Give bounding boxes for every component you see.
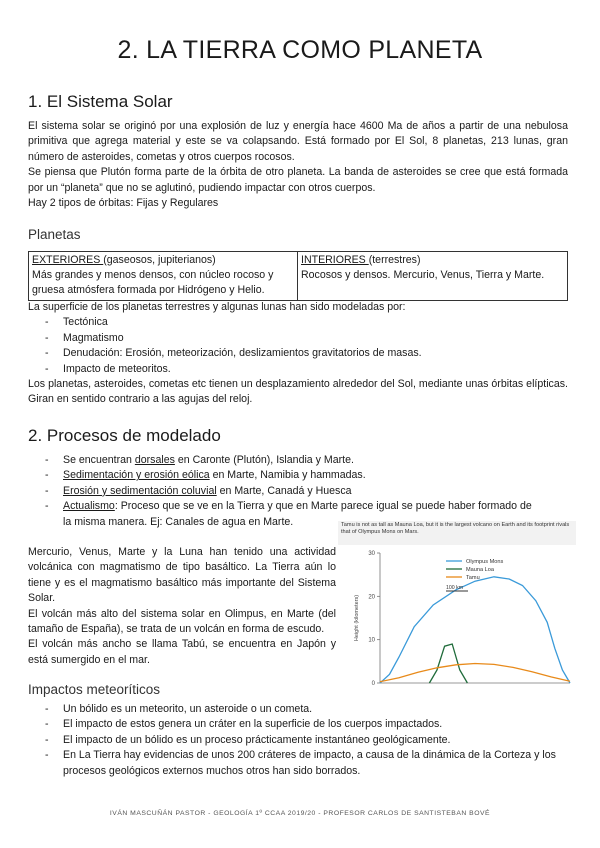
section-heading-sistema-solar: 1. El Sistema Solar: [28, 92, 173, 111]
label-exteriores-note: (gaseosos, jupiterianos): [103, 254, 216, 266]
list-item: [28, 468, 568, 483]
subheading-planetas: Planetas: [28, 227, 81, 242]
label-interiores-note: (terrestres): [368, 254, 421, 266]
term: Sedimentación y erosión eólica: [63, 469, 210, 482]
y-tick-label: 30: [368, 551, 375, 557]
text: : Proceso que se ve en la Tierra y que en Marte parece igual se puede haber formado de la misma manera. Ej: Canales de agua en Marte.: [63, 500, 532, 528]
procesos-list-block: [28, 453, 568, 530]
page-footer: IVÁN MASCUÑÁN PASTOR - GEOLOGÍA 1º CCAA 2019/20 - PROFESOR CARLOS DE SANTISTEBAN BOVÉ: [109, 810, 491, 817]
chart-svg: [338, 521, 576, 691]
paragraph: Los planetas, asteroides, cometas etc tienen un desplazamiento alrededor del Sol, mediante unas órbitas elípticas. Giran en sentido contrario a las agujas del reloj.: [28, 378, 568, 406]
y-tick-label: 0: [371, 681, 375, 687]
series-line-olympus-mons: [380, 577, 570, 683]
y-axis-label: Height (kilometers): [354, 594, 360, 642]
paragraph: Mercurio, Venus, Marte y la Luna han tenido una actividad volcánica con magmatismo de tipo basáltico. La Tierra aún lo tiene y es el magmatismo basáltico más importante del Sistema Solar.: [28, 546, 336, 605]
series-line-mauna-loa: [429, 644, 467, 683]
paragraph: El volcán más alto del sistema solar en Olimpus, en Marte (del tamaño de España), se trata de un volcán en forma de escudo.: [28, 607, 336, 636]
text: Se encuentran: [63, 454, 135, 466]
page-title: 2. LA TIERRA COMO PLANETA: [117, 36, 483, 64]
term: Actualismo: [63, 500, 115, 513]
section-heading-procesos: 2. Procesos de modelado: [28, 426, 221, 445]
planetas-text: [28, 300, 568, 408]
text: en Caronte (Plutón), Islandia y Marte.: [174, 454, 354, 466]
paragraph: El volcán más ancho se llama Tabú, se encuentra en Japón y está sumergido en el mar.: [28, 638, 336, 666]
list-item: - Impacto de meteoritos.: [28, 362, 568, 377]
impactos-list-block: [28, 702, 568, 779]
label-interiores: INTERIORES: [301, 254, 369, 266]
series-line-tamu: [380, 664, 570, 682]
procesos-list: [28, 453, 568, 530]
impactos-list: [28, 702, 568, 779]
list-item: - Un bólido es un meteorito, un asteroide o un cometa.: [28, 702, 568, 717]
cell-exteriores: [29, 252, 298, 301]
text-interiores: Rocosos y densos. Mercurio, Venus, Tierra y Marte.: [301, 269, 545, 281]
volcano-height-chart: [338, 521, 576, 691]
term: Erosión y sedimentación coluvial: [63, 484, 217, 497]
list-item: - En La Tierra hay evidencias de unos 200 cráteres de impacto, a causa de la dinámica de la Corteza y los procesos geológicos externos muchos otros han sido borrados.: [28, 748, 568, 779]
list-item: [28, 453, 568, 468]
cell-interiores: [298, 252, 568, 301]
term: dorsales: [134, 454, 175, 466]
chart-caption-box: [341, 522, 573, 546]
list-item: - El impacto de un bólido es un proceso prácticamente instantáneo geológicamente.: [28, 733, 568, 748]
legend-label: Olympus Mons: [466, 559, 504, 565]
list-item: - Denudación: Erosión, meteorización, deslizamientos gravitatorios de masas.: [28, 346, 568, 361]
paragraph: La superficie de los planetas terrestres y algunas lunas han sido modeladas por:: [28, 301, 406, 313]
text: en Marte, Namibia y hammadas.: [209, 469, 366, 482]
list-item: - Magmatismo: [28, 331, 568, 346]
planets-table: [28, 251, 568, 301]
subheading-impactos: Impactos meteoríticos: [28, 682, 161, 697]
paragraph: El sistema solar se originó por una explosión de luz y energía hace 4600 Ma de años a partir de una nebulosa primitiva que agrega material y este se va colapsando. Está formado por El Sol, 8 planetas, 213 lunas, gran número de asteroides, cometas y otros cuerpos rocosos.: [28, 120, 568, 163]
text-exteriores: Más grandes y menos densos, con núcleo rocoso y gruesa atmósfera formada por Hidrógeno y Helio.: [32, 269, 274, 296]
chart-title: Tamu is not as tall as Mauna Loa, but it is the largest volcano on Earth and its footprint rivals that of Olympus Mons on Mars.: [341, 522, 570, 535]
sistema-solar-text: [28, 119, 568, 211]
legend-label: Mauna Loa: [466, 567, 494, 573]
list-item: - Tectónica: [28, 315, 568, 330]
paragraph: Hay 2 tipos de órbitas: Fijas y Regulares: [28, 197, 219, 210]
paragraph: Se piensa que Plutón forma parte de la órbita de otro planeta. La banda de asteroides se cree que está formada por un “planeta” que no se aglutinó, pudiendo impactar con otros cuerpos.: [28, 166, 568, 194]
legend-label: Tamu: [466, 575, 480, 581]
scale-label: 100 km: [446, 585, 464, 591]
list-item: [28, 484, 568, 499]
y-tick-label: 20: [368, 594, 375, 601]
modelado-list: [28, 315, 568, 377]
label-exteriores: EXTERIORES: [32, 254, 104, 266]
volcanes-text: [28, 545, 336, 668]
list-item: - El impacto de estos genera un cráter en la superficie de los cuerpos impactados.: [28, 717, 568, 732]
text: en Marte, Canadá y Huesca: [216, 484, 352, 497]
y-tick-label: 10: [368, 637, 375, 644]
